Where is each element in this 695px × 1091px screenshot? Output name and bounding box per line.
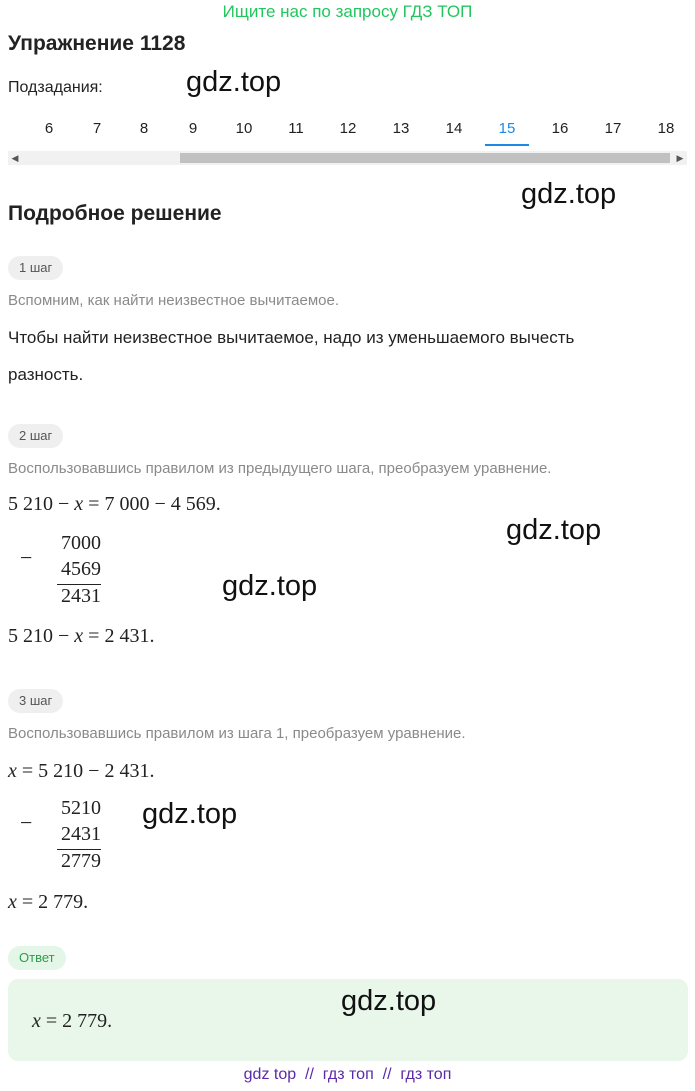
search-banner: Ищите нас по запросу ГДЗ ТОП — [222, 2, 473, 21]
scroll-right-icon[interactable]: ▶ — [676, 153, 684, 163]
variable-x: x — [74, 625, 84, 647]
tab-15[interactable]: 15 — [485, 118, 529, 146]
subtask-tabs — [0, 118, 695, 146]
step-2-badge: 2 шаг — [8, 424, 63, 448]
column-subtrahend: 2431 — [61, 823, 101, 845]
variable-x: x — [8, 760, 17, 782]
watermark: gdz.top — [222, 570, 318, 602]
equation-left: 5 210 − — [8, 625, 75, 647]
equation-right: = 5 210 − 2 431. — [16, 760, 155, 782]
answer-badge: Ответ — [8, 946, 66, 970]
step-2-hint: Воспользовавшись правилом из предыдущего шага, преобразуем уравнение. — [8, 460, 552, 477]
watermark: gdz.top — [521, 178, 617, 210]
equation-right: = 7 000 − 4 569. — [83, 493, 221, 515]
column-subtrahend: 4569 — [61, 558, 101, 580]
footer-links[interactable]: gdz top // гдз топ // гдз топ — [243, 1066, 452, 1083]
step-2-result-equation — [8, 625, 154, 648]
watermark: gdz.top — [341, 985, 437, 1017]
tab-14[interactable]: 14 — [445, 120, 463, 137]
column-result: 2779 — [61, 850, 101, 872]
variable-x: x — [74, 493, 84, 515]
equation-right: = 2 779. — [16, 891, 89, 913]
step-1-text-line-2: разность. — [8, 365, 84, 384]
scrollbar-thumb[interactable] — [180, 153, 670, 163]
equation-left: 5 210 − — [8, 493, 75, 515]
tab-11[interactable]: 11 — [288, 120, 304, 137]
watermark: gdz.top — [142, 798, 238, 830]
tab-9[interactable]: 9 — [188, 120, 198, 137]
column-minus-sign: − — [20, 545, 33, 570]
tab-12[interactable]: 12 — [339, 120, 357, 137]
tabs-scrollbar[interactable] — [8, 151, 687, 165]
step-3-equation — [8, 760, 154, 783]
step-3-result-equation — [8, 891, 88, 914]
scroll-left-icon[interactable]: ◀ — [11, 153, 19, 163]
step-1-badge: 1 шаг — [8, 256, 63, 280]
equation-right: = 2 779. — [40, 1010, 113, 1032]
watermark: gdz.top — [506, 514, 602, 546]
equation-right: = 2 431. — [83, 625, 155, 647]
tab-6[interactable]: 6 — [44, 120, 54, 137]
column-minuend: 5210 — [61, 797, 101, 819]
tab-10[interactable]: 10 — [235, 120, 253, 137]
section-title: Подробное решение — [8, 202, 222, 225]
column-result: 2431 — [61, 585, 101, 607]
step-1-text-line-1: Чтобы найти неизвестное вычитаемое, надо из уменьшаемого вычесть — [8, 328, 575, 347]
variable-x: x — [32, 1010, 41, 1032]
tab-18[interactable]: 18 — [657, 120, 675, 137]
step-3-hint: Воспользовавшись правилом из шага 1, преобразуем уравнение. — [8, 725, 466, 742]
tab-17[interactable]: 17 — [604, 120, 622, 137]
tab-8[interactable]: 8 — [139, 120, 149, 137]
tab-13[interactable]: 13 — [392, 120, 410, 137]
tab-16[interactable]: 16 — [551, 120, 569, 137]
column-minus-sign: − — [20, 810, 33, 835]
step-3-badge: 3 шаг — [8, 689, 63, 713]
step-1-hint: Вспомним, как найти неизвестное вычитаемое. — [8, 292, 340, 309]
step-2-equation — [8, 493, 221, 516]
column-minuend: 7000 — [61, 532, 101, 554]
page-title: Упражнение 1128 — [8, 32, 186, 55]
watermark: gdz.top — [186, 66, 282, 98]
answer-equation — [32, 1010, 112, 1033]
subtasks-label: Подзадания: — [8, 79, 103, 96]
variable-x: x — [8, 891, 17, 913]
tab-7[interactable]: 7 — [92, 120, 102, 137]
